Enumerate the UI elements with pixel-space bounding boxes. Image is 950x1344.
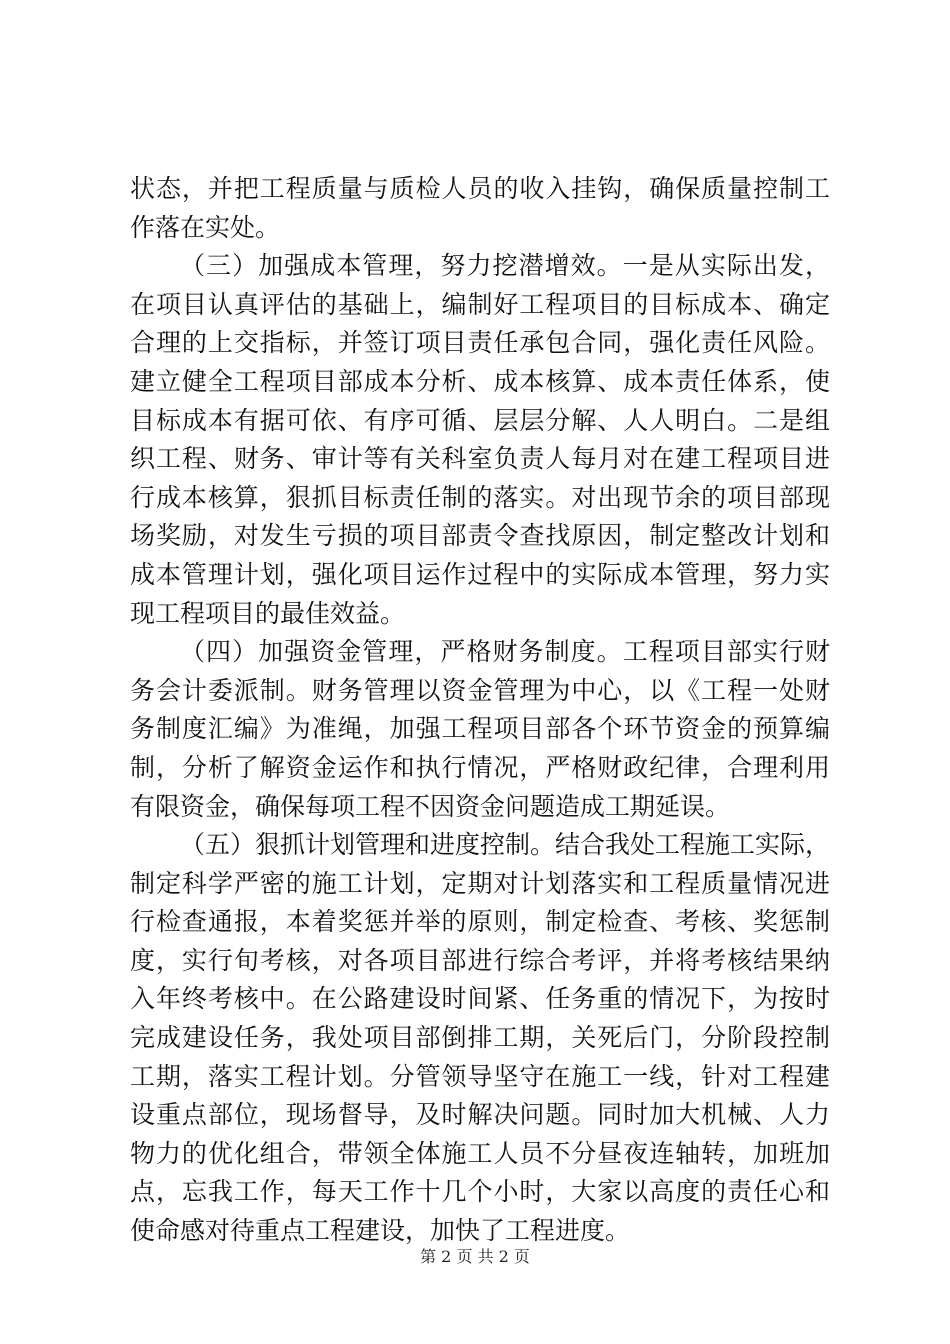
text-line: 在项目认真评估的基础上，编制好工程项目的目标成本、确定 xyxy=(130,289,830,319)
text-line: 度，实行旬考核，对各项目部进行综合考评，并将考核结果纳 xyxy=(130,945,830,975)
text-line: 目标成本有据可依、有序可循、层层分解、人人明白。二是组 xyxy=(130,405,830,435)
text-line: 使命感对待重点工程建设，加快了工程进度。 xyxy=(130,1216,631,1246)
text-line: 务会计委派制。财务管理以资金管理为中心，以《工程一处财 xyxy=(130,675,830,705)
text-line: 建立健全工程项目部成本分析、成本核算、成本责任体系，使 xyxy=(130,366,830,396)
page-footer: 第 2 页 共 2 页 xyxy=(420,1247,530,1266)
text-line: 点，忘我工作，每天工作十几个小时，大家以高度的责任心和 xyxy=(130,1177,830,1207)
text-line: 设重点部位，现场督导，及时解决问题。同时加大机械、人力 xyxy=(130,1100,830,1130)
text-line: 作落在实处。 xyxy=(130,212,281,242)
text-line: 状态，并把工程质量与质检人员的收入挂钩，确保质量控制工 xyxy=(130,174,830,203)
text-line: 物力的优化组合，带领全体施工人员不分昼夜连轴转，加班加 xyxy=(130,1138,830,1168)
text-line: 完成建设任务，我处项目部倒排工期，关死后门，分阶段控制 xyxy=(130,1023,830,1053)
text-line: （三）加强成本管理，努力挖潜增效。一是从实际出发， xyxy=(180,251,830,281)
body-text xyxy=(130,170,830,1251)
text-line: 场奖励，对发生亏损的项目部责令查找原因，制定整改计划和 xyxy=(130,521,830,551)
text-line: 有限资金，确保每项工程不因资金问题造成工期延误。 xyxy=(130,791,731,821)
text-line: 制定科学严密的施工计划，定期对计划落实和工程质量情况进 xyxy=(130,868,830,898)
text-line: （五）狠抓计划管理和进度控制。结合我处工程施工实际， xyxy=(180,830,831,860)
text-line: 织工程、财务、审计等有关科室负责人每月对在建工程项目进 xyxy=(130,444,830,474)
text-line: 制，分析了解资金运作和执行情况，严格财政纪律，合理利用 xyxy=(130,752,830,782)
text-line: 成本管理计划，强化项目运作过程中的实际成本管理，努力实 xyxy=(130,559,830,589)
text-line: 行成本核算，狠抓目标责任制的落实。对出现节余的项目部现 xyxy=(130,482,830,512)
text-line: 现工程项目的最佳效益。 xyxy=(130,598,406,628)
text-line: 工期，落实工程计划。分管领导坚守在施工一线，针对工程建 xyxy=(130,1061,830,1091)
text-line: 行检查通报，本着奖惩并举的原则，制定检查、考核、奖惩制 xyxy=(130,907,830,937)
text-line: （四）加强资金管理，严格财务制度。工程项目部实行财 xyxy=(180,637,830,667)
text-line: 入年终考核中。在公路建设时间紧、任务重的情况下，为按时 xyxy=(130,984,830,1014)
text-line: 合理的上交指标，并签订项目责任承包合同，强化责任风险。 xyxy=(130,328,830,358)
text-line: 务制度汇编》为准绳，加强工程项目部各个环节资金的预算编 xyxy=(130,714,830,744)
